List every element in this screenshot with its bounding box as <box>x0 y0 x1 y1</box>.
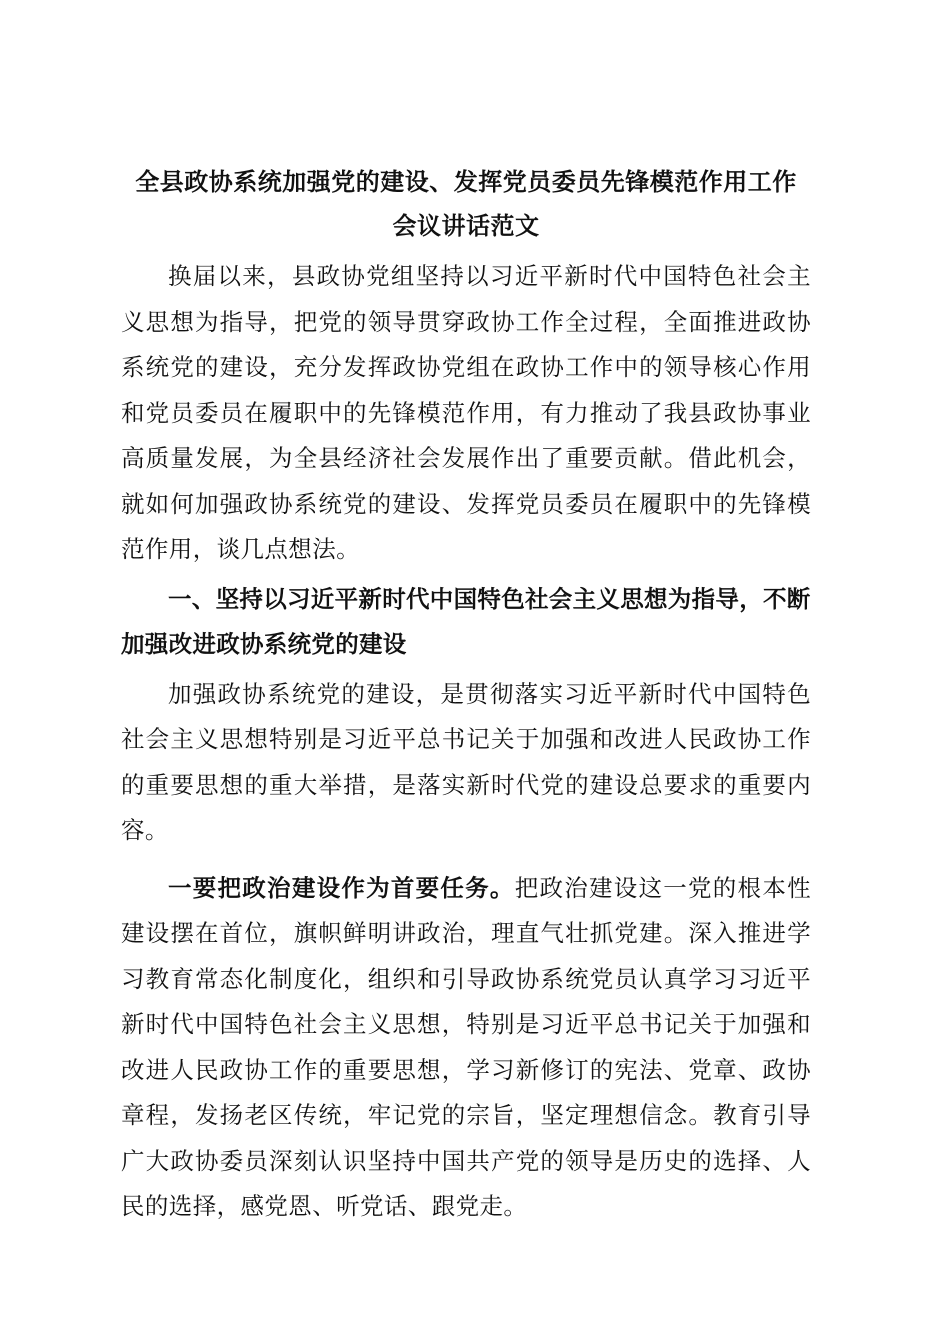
point-1-body: 把政治建设这一党的根本性建设摆在首位，旗帜鲜明讲政治，理直气壮抓党建。深入推进学习教育常态化制度化，组织和引导政协系统党员认真学习习近平新时代中国特色社会主义思想，特别是习近平总书记关于加强和改进人民政协工作的重要思想，学习新修订的宪法、党章、政协章程，发扬老区传统，牢记党的宗旨，坚定理想信念。教育引导广大政协委员深刻认识坚持中国共产党的领导是历史的选择、人民的选择，感党恩、听党话、跟党走。 <box>121 873 811 1220</box>
title-line-1: 全县政协系统加强党的建设、发挥党员委员先锋模范作用工作 <box>135 168 797 196</box>
point-1-lead: 一要把政治建设作为首要任务。 <box>168 873 515 902</box>
document-body <box>121 160 811 1230</box>
document-title <box>121 160 811 248</box>
paragraph-gap <box>121 854 811 866</box>
intro-paragraph: 换届以来，县政协党组坚持以习近平新时代中国特色社会主义思想为指导，把党的领导贯穿政协工作全过程，全面推进政协系统党的建设，充分发挥政协党组在政协工作中的领导核心作用和党员委员在履职中的先锋模范作用，有力推动了我县政协事业高质量发展，为全县经济社会发展作出了重要贡献。借此机会，就如何加强政协系统党的建设、发挥党员委员在履职中的先锋模范作用，谈几点想法。 <box>121 262 811 563</box>
section-1-heading: 一、坚持以习近平新时代中国特色社会主义思想为指导，不断加强改进政协系统党的建设 <box>121 584 811 658</box>
section-1-paragraph: 加强政协系统党的建设，是贯彻落实习近平新时代中国特色社会主义思想特别是习近平总书记关于加强和改进人民政协工作的重要思想的重大举措，是落实新时代党的建设总要求的重要内容。 <box>121 679 811 844</box>
title-line-2: 会议讲话范文 <box>392 212 540 240</box>
point-1-paragraph <box>121 866 811 1230</box>
